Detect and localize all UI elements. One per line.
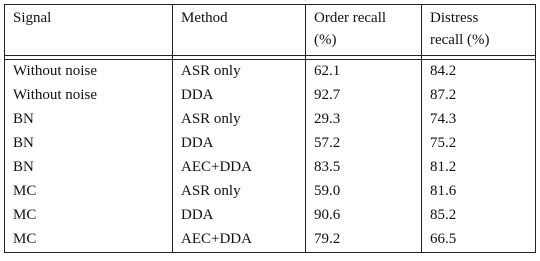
cell-order-recall: 79.2 bbox=[306, 228, 422, 253]
cell-signal: BN bbox=[5, 156, 173, 180]
cell-order-recall: 57.2 bbox=[306, 132, 422, 156]
table-row bbox=[5, 60, 536, 85]
cell-order-recall: 83.5 bbox=[306, 156, 422, 180]
cell-distress-recall: 74.3 bbox=[422, 108, 536, 132]
cell-order-recall: 90.6 bbox=[306, 204, 422, 228]
cell-distress-recall: 66.5 bbox=[422, 228, 536, 253]
cell-signal: MC bbox=[5, 180, 173, 204]
header-row bbox=[5, 5, 536, 56]
cell-order-recall: 62.1 bbox=[306, 60, 422, 85]
table-body bbox=[5, 60, 536, 253]
header-order-recall-line-2: (%) bbox=[314, 32, 337, 48]
results-table-container bbox=[4, 4, 535, 253]
header-distress-recall-line-1: Distress bbox=[430, 10, 479, 26]
table-header bbox=[5, 5, 536, 60]
cell-distress-recall: 81.2 bbox=[422, 156, 536, 180]
cell-method: ASR only bbox=[173, 60, 306, 85]
table-row bbox=[5, 156, 536, 180]
cell-distress-recall: 81.6 bbox=[422, 180, 536, 204]
header-distress-recall bbox=[422, 5, 536, 56]
header-distress-recall-line-2: recall (%) bbox=[430, 32, 490, 48]
cell-signal: Without noise bbox=[5, 60, 173, 85]
cell-distress-recall: 84.2 bbox=[422, 60, 536, 85]
table-row bbox=[5, 204, 536, 228]
header-method bbox=[173, 5, 306, 56]
table-row bbox=[5, 228, 536, 253]
table-row bbox=[5, 108, 536, 132]
cell-method: AEC+DDA bbox=[173, 156, 306, 180]
cell-order-recall: 29.3 bbox=[306, 108, 422, 132]
table-row bbox=[5, 84, 536, 108]
cell-method: ASR only bbox=[173, 108, 306, 132]
cell-method: DDA bbox=[173, 84, 306, 108]
cell-signal: BN bbox=[5, 108, 173, 132]
cell-signal: Without noise bbox=[5, 84, 173, 108]
header-method-line-1: Method bbox=[181, 10, 228, 26]
header-order-recall bbox=[306, 5, 422, 56]
table-row bbox=[5, 180, 536, 204]
cell-method: ASR only bbox=[173, 180, 306, 204]
cell-distress-recall: 87.2 bbox=[422, 84, 536, 108]
cell-method: AEC+DDA bbox=[173, 228, 306, 253]
cell-distress-recall: 85.2 bbox=[422, 204, 536, 228]
header-signal bbox=[5, 5, 173, 56]
cell-method: DDA bbox=[173, 204, 306, 228]
results-table bbox=[4, 4, 536, 253]
cell-signal: MC bbox=[5, 228, 173, 253]
cell-signal: BN bbox=[5, 132, 173, 156]
cell-distress-recall: 75.2 bbox=[422, 132, 536, 156]
cell-method: DDA bbox=[173, 132, 306, 156]
cell-signal: MC bbox=[5, 204, 173, 228]
table-row bbox=[5, 132, 536, 156]
cell-order-recall: 92.7 bbox=[306, 84, 422, 108]
cell-order-recall: 59.0 bbox=[306, 180, 422, 204]
header-signal-line-1: Signal bbox=[13, 10, 52, 26]
header-order-recall-line-1: Order recall bbox=[314, 10, 387, 26]
